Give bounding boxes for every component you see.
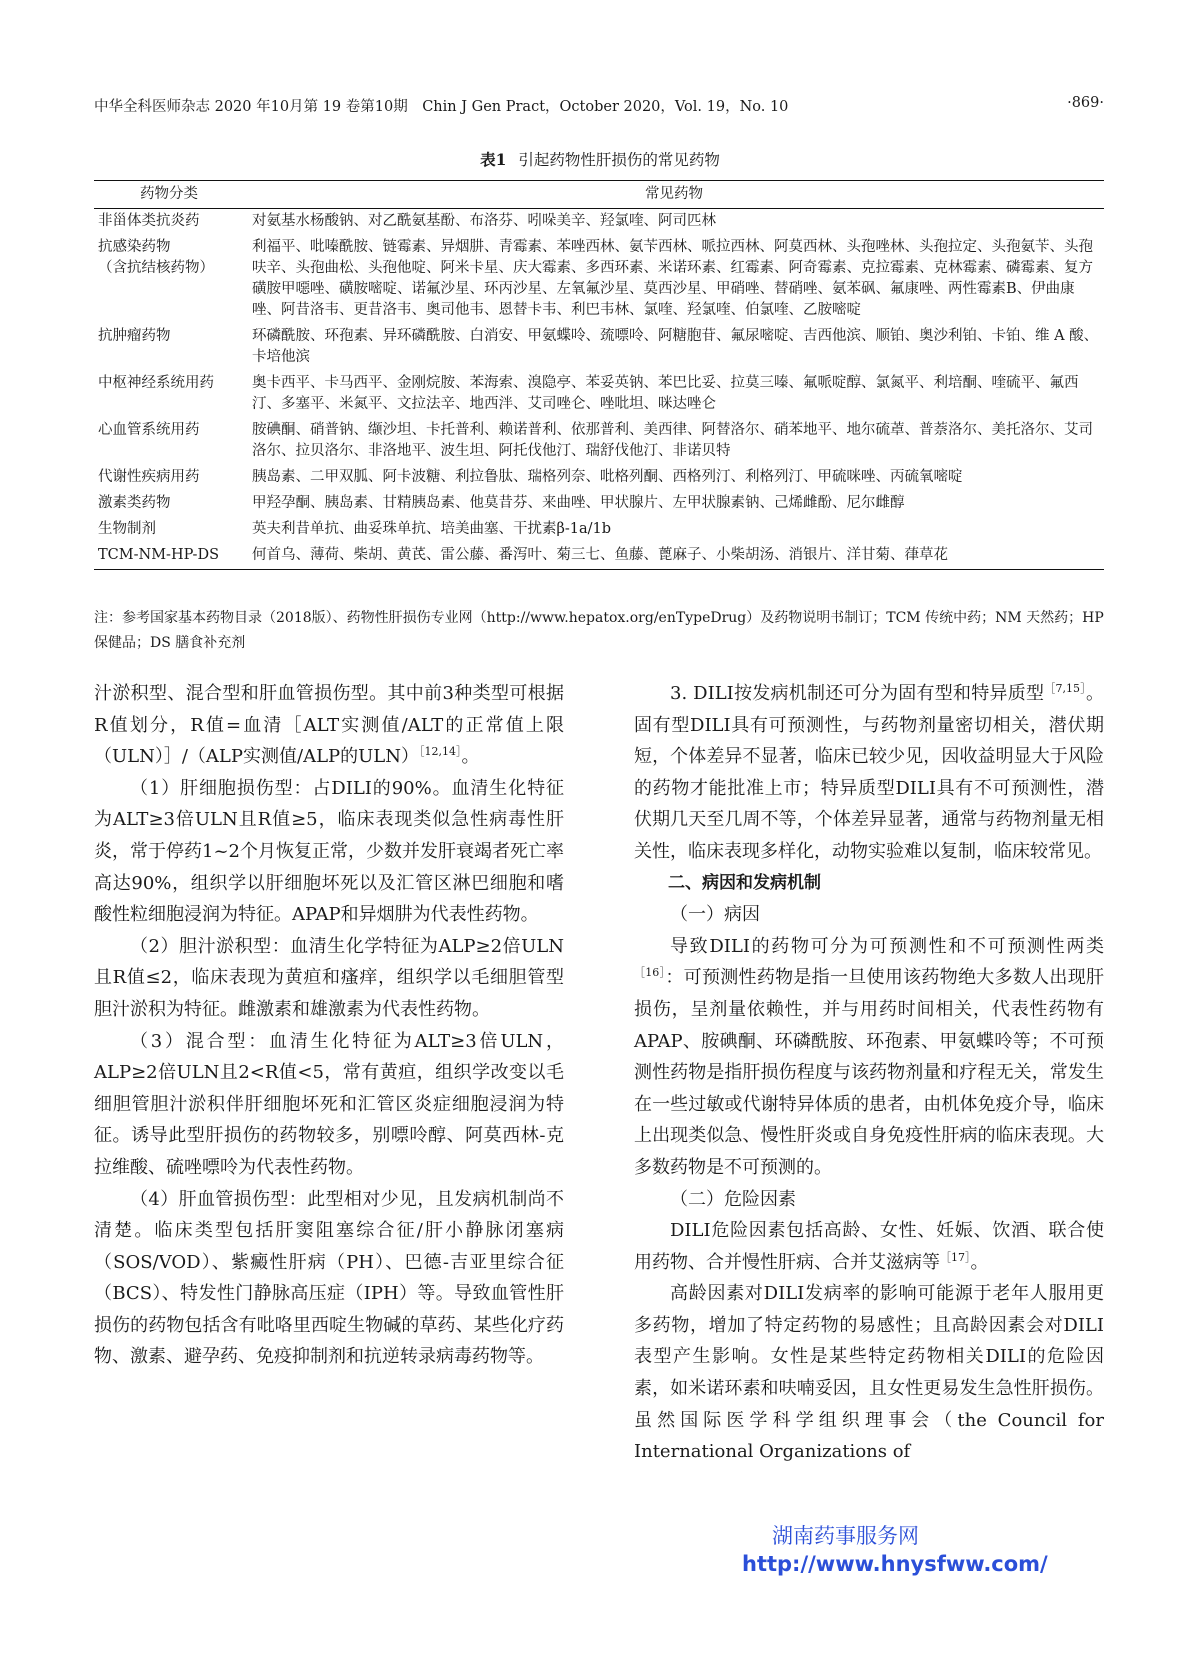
row-drugs: 环磷酰胺、环孢素、异环磷酰胺、白消安、甲氨蝶呤、巯嘌呤、阿糖胞苷、氟尿嘧啶、吉西他滨、顺铂、奥沙利铂、卡铂、维 A 酸、卡培他滨: [252, 328, 1099, 365]
row-category: 抗感染药物 （含抗结核药物）: [98, 239, 214, 276]
row-category: 激素类药物: [98, 495, 171, 511]
table-caption: [0, 148, 1200, 170]
citation-ref: ［7,15］: [1044, 682, 1086, 695]
row-drugs: 利福平、吡嗪酰胺、链霉素、异烟肼、青霉素、苯唑西林、氨苄西林、哌拉西林、阿莫西林、头孢唑林、头孢拉定、头孢氨苄、头孢呋辛、头孢曲松、头孢他啶、阿米卡星、庆大霉素、多西环素、米诺环素、红霉素、阿奇霉素、克拉霉素、克林霉素、磷霉素、复方磺胺甲噁唑、磺胺嘧啶、诺氟沙星、环丙沙星、左氧氟沙星、莫西沙星、甲硝唑、替硝唑、氨苯砜、氟康唑、两性霉素B、伊曲康唑、阿昔洛韦、更昔洛韦、奥司他韦、恩替卡韦、利巴韦林、氯喹、羟氯喹、伯氯喹、乙胺嘧啶: [252, 239, 1093, 318]
watermark-name: 湖南药事服务网: [772, 1524, 919, 1548]
table-row: [94, 465, 1104, 491]
row-drugs: 胰岛素、二甲双胍、阿卡波糖、利拉鲁肽、瑞格列奈、吡格列酮、西格列汀、利格列汀、甲硫咪唑、丙硫氧嘧啶: [252, 469, 963, 485]
table-row: [94, 209, 1104, 236]
row-drugs: 甲羟孕酮、胰岛素、甘精胰岛素、他莫昔芬、来曲唑、甲状腺片、左甲状腺素钠、己烯雌酚、尼尔雌醇: [252, 495, 905, 511]
row-category: 中枢神经系统用药: [98, 375, 214, 391]
paragraph: （3）混合型：血清生化特征为ALT≥3倍ULN，ALP≥2倍ULN且2<R值<5，常有黄疸，组织学改变以毛细胆管胆汁淤积伴肝细胞坏死和汇管区炎症细胞浸润为特征。诱导此型肝损伤的药物较多，别嘌呤醇、阿莫西林-克拉维酸、硫唑嘌呤为代表性药物。: [94, 1030, 564, 1178]
left-column: [94, 678, 564, 1373]
paragraph: 高龄因素对DILI发病率的影响可能源于老年人服用更多药物，增加了特定药物的易感性；且高龄因素会对DILI表型产生影响。女性是某些特定药物相关DILI的危险因素，如米诺环素和呋喃妥因，且女性更易发生急性肝损伤。虽然国际医学科学组织理事会（the Council for International Organizations of: [634, 1283, 1104, 1463]
header-drugs: 常见药物: [244, 181, 1104, 209]
row-category: 抗肿瘤药物: [98, 328, 171, 344]
row-category: 生物制剂: [98, 521, 156, 537]
drug-table-container: [94, 180, 1104, 570]
paragraph-text: 汁淤积型、混合型和肝血管损伤型。其中前3种类型可根据R值划分，R值=血清［ALT实测值/ALT的正常值上限（ULN）］/（ALP实测值/ALP的ULN）: [94, 683, 564, 768]
paragraph-tail: 。固有型DILI具有可预测性，与药物剂量密切相关，潜伏期短，个体差异不显著，临床已较少见，因收益明显大于风险的药物才能批准上市；特异质型DILI具有不可预测性，潜伏期几天至几周不等，个体差异显著，通常与药物剂量无相关性，临床表现多样化，动物实验难以复制，临床较常见。: [634, 683, 1104, 862]
table-row: [94, 371, 1104, 418]
running-header: [94, 95, 1104, 119]
row-category: 代谢性疾病用药: [98, 469, 200, 485]
table-row: [94, 324, 1104, 371]
paragraph: （4）肝血管损伤型：此型相对少见，且发病机制尚不清楚。临床类型包括肝窦阻塞综合征/肝小静脉闭塞病（SOS/VOD）、紫癜性肝病（PH）、巴德-吉亚里综合征（BCS）、特发性门静脉高压症（IPH）等。导致血管性肝损伤的药物包括含有吡咯里西啶生物碱的草药、某些化疗药物、激素、避孕药、免疫抑制剂和抗逆转录病毒药物等。: [94, 1188, 564, 1368]
paragraph-text: 3. DILI按发病机制还可分为固有型和特异质型: [670, 683, 1045, 704]
watermark: [742, 1522, 1082, 1578]
subsection-heading: （二）危险因素: [670, 1188, 796, 1210]
page-number: ·869·: [1067, 95, 1104, 111]
row-drugs: 英夫利昔单抗、曲妥珠单抗、培美曲塞、干扰素β-1a/1b: [252, 521, 612, 537]
paragraph: （2）胆汁淤积型：血清生化学特征为ALP≥2倍ULN且R值≤2，临床表现为黄疸和瘙痒，组织学以毛细胆管型胆汁淤积为特征。雌激素和雄激素为代表性药物。: [94, 935, 564, 1020]
citation-ref: ［12,14］: [419, 745, 462, 759]
journal-citation: 中华全科医师杂志 2020 年10月第 19 卷第10期 Chin J Gen Pract，October 2020，Vol. 19，No. 10: [94, 99, 789, 115]
table-row: [94, 491, 1104, 517]
citation-ref: ［17］: [940, 1250, 971, 1264]
table-row: [94, 543, 1104, 570]
row-category: TCM-NM-HP-DS: [94, 543, 244, 570]
paragraph: [94, 678, 564, 773]
table-header-row: [94, 181, 1104, 209]
row-drugs: 胺碘酮、硝普钠、缬沙坦、卡托普利、赖诺普利、依那普利、美西律、阿替洛尔、硝苯地平、地尔硫䓬、普萘洛尔、美托洛尔、艾司洛尔、拉贝洛尔、非洛地平、波生坦、阿托伐他汀、瑞舒伐他汀、非诺贝特: [252, 422, 1093, 459]
paragraph: [634, 678, 1104, 868]
row-drugs: 何首乌、薄荷、柴胡、黄芪、雷公藤、番泻叶、菊三七、鱼藤、蓖麻子、小柴胡汤、消银片、洋甘菊、葎草花: [244, 543, 1104, 570]
table-note: 注：参考国家基本药物目录（2018版）、药物性肝损伤专业网（http://www.hepatox.org/enTypeDrug）及药物说明书制订；TCM 传统中药；NM 天然药；HP 保健品；DS 膳食补充剂: [94, 610, 1104, 651]
table-row: [94, 517, 1104, 543]
watermark-url: http://www.hnysfww.com/: [742, 1552, 1048, 1576]
table-row: [94, 235, 1104, 324]
row-category: 非甾体类抗炎药: [98, 213, 200, 229]
paragraph-text: 导致DILI的药物可分为可预测性和不可预测性两类: [670, 935, 1104, 957]
table-label: 表1: [480, 150, 507, 169]
paragraph-tail: ：可预测性药物是指一旦使用该药物绝大多数人出现肝损伤，呈剂量依赖性，并与用药时间相关，代表性药物有APAP、胺碘酮、环磷酰胺、环孢素、甲氨蝶呤等；不可预测性药物是指肝损伤程度与该药物剂量和疗程无关，常发生在一些过敏或代谢特异体质的患者，由机体免疫介导，临床上出现类似急、慢性肝炎或自身免疫性肝病的临床表现。大多数药物是不可预测的。: [634, 967, 1105, 1178]
right-column: [634, 678, 1104, 1468]
paragraph-tail: 。: [461, 746, 480, 768]
subsection-heading: （一）病因: [670, 904, 760, 926]
header-category: 药物分类: [94, 181, 244, 209]
paragraph: [634, 931, 1104, 1184]
row-category: 心血管系统用药: [98, 422, 200, 438]
row-drugs: 对氨基水杨酸钠、对乙酰氨基酚、布洛芬、吲哚美辛、羟氯喹、阿司匹林: [252, 213, 716, 229]
row-drugs: 奥卡西平、卡马西平、金刚烷胺、苯海索、溴隐亭、苯妥英钠、苯巴比妥、拉莫三嗪、氟哌啶醇、氯氮平、利培酮、喹硫平、氟西汀、多塞平、米氮平、文拉法辛、地西泮、艾司唑仑、唑吡坦、咪达唑仑: [252, 375, 1079, 412]
paragraph-text: DILI危险因素包括高龄、女性、妊娠、饮酒、联合使用药物、合并慢性肝病、合并艾滋病等: [634, 1220, 1104, 1273]
table-row: [94, 418, 1104, 465]
paragraph: （1）肝细胞损伤型：占DILI的90%。血清生化特征为ALT≥3倍ULN且R值≥5，临床表现类似急性病毒性肝炎，常于停药1~2个月恢复正常，少数并发肝衰竭者死亡率高达90%，组织学以肝细胞坏死以及汇管区淋巴细胞和嗜酸性粒细胞浸润为特征。APAP和异烟肼为代表性药物。: [94, 777, 564, 926]
paragraph-tail: 。: [970, 1251, 989, 1273]
table-title: 引起药物性肝损伤的常见药物: [518, 151, 720, 169]
drug-table: [94, 180, 1104, 570]
section-heading: 二、病因和发病机制: [668, 872, 821, 893]
citation-ref: ［16］: [634, 966, 666, 980]
paragraph: [634, 1215, 1104, 1278]
